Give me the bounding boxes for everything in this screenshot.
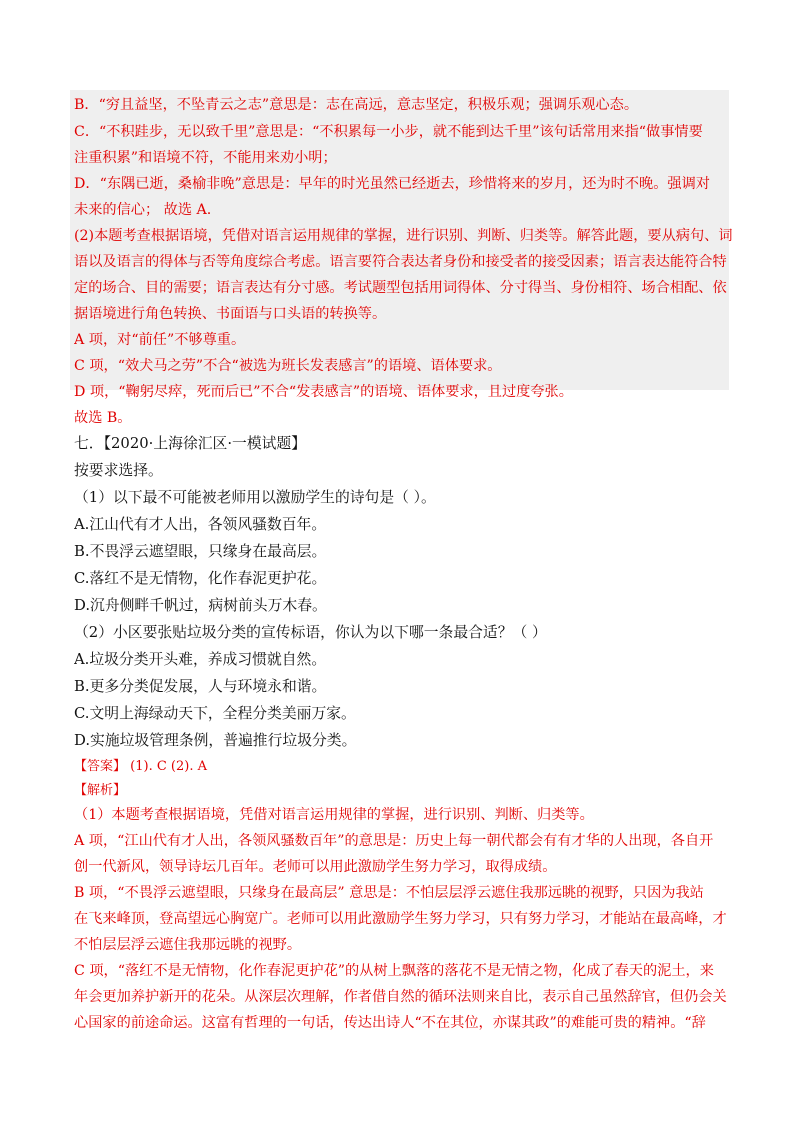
sub1-option-c: C.落红不是无情物，化作春泥更护花。 — [74, 570, 327, 587]
prev-option-c-line1: C．“不积跬步，无以致千里”意思是：“不积累每一小步，就不能到达千里”该句话常用来指“做事情要 — [74, 124, 703, 140]
sub2-option-c: C.文明上海绿动天下，全程分类美丽万家。 — [74, 705, 356, 722]
analysis-line8: 年会更加养护新开的花朵。从深层次理解，作者借自然的循环法则来自比，表示自己虽然辞官，但仍会关 — [74, 989, 727, 1005]
prev-option-b: B．“穷且益坚，不坠青云之志”意思是：志在高远，意志坚定，积极乐观；强调乐观心态。 — [74, 97, 639, 113]
answer-text: (1). C (2). A — [126, 759, 207, 774]
question-7-instruction: 按要求选择。 — [74, 462, 163, 479]
analysis-label: 【解析】 — [74, 783, 127, 798]
question-7-sub2: （2）小区要张贴垃圾分类的宣传标语，你认为以下哪一条最合适？（ ） — [74, 624, 547, 641]
analysis-line6: 不怕层层浮云遮住我那远眺的视野。 — [74, 937, 302, 953]
sub2-option-b: B.更多分类促发展，人与环境永和谐。 — [74, 678, 327, 695]
analysis-line3: 创一代新风，领导诗坛几百年。老师可以用此激励学生努力学习，取得成绩。 — [74, 859, 557, 875]
sub2-option-d: D.实施垃圾管理条例，普遍推行垃圾分类。 — [74, 732, 357, 749]
analysis-line4: B 项，“不畏浮云遮望眼，只缘身在最高层” 意思是：不怕层层浮云遮住我那远眺的视野，只因为我站 — [74, 885, 704, 901]
sub2-option-a: A.垃圾分类开头难，养成习惯就自然。 — [74, 651, 327, 668]
analysis-line9: 心国家的前途命运。这富有哲理的一句话，传达出诗人“不在其位，亦谋其政”的难能可贵的精神。“辞 — [74, 1015, 706, 1031]
sub1-option-d: D.沉舟侧畔千帆过，病树前头万木春。 — [74, 597, 327, 614]
part2-item-c: C 项，“效犬马之劳”不合“被选为班长发表感言”的语境、语体要求。 — [74, 358, 502, 374]
sub1-option-b: B.不畏浮云遮望眼，只缘身在最高层。 — [74, 543, 327, 560]
prev-option-c-line2: 注重积累”和语境不符，不能用来劝小明； — [74, 150, 337, 166]
prev-option-d-line1: D．“东隅已逝，桑榆非晚”意思是：早年的时光虽然已经逝去，珍惜将来的岁月，还为时不晚。强调对 — [74, 176, 710, 192]
answer-label: 【答案】 — [74, 759, 127, 774]
sub1-option-a: A.江山代有才人出，各领风骚数百年。 — [74, 516, 327, 533]
part2-analysis-line2: 语以及语言的得体与否等角度综合考虑。语言要符合表达者身份和接受者的接受因素；语言表达能符合特 — [74, 254, 727, 270]
part2-analysis-line1: (2)本题考查根据语境，凭借对语言运用规律的掌握，进行识别、判断、归类等。解答此题，要从病句、词 — [74, 228, 733, 244]
part2-analysis-line4: 据语境进行角色转换、书面语与口头语的转换等。 — [74, 306, 387, 322]
question-7-header: 七．【2020·上海徐汇区·一模试题】 — [74, 435, 307, 452]
answer-line — [74, 755, 734, 779]
question-7-sub1: （1）以下最不可能被老师用以激励学生的诗句是（ ）。 — [74, 489, 436, 506]
part2-analysis-line3: 定的场合、目的需要；语言表达有分寸感。考试题型包括用词得体、分寸得当、身份相符、场合相配、依 — [74, 280, 727, 296]
analysis-line5: 在飞来峰顶，登高望远心胸宽广。老师可以用此激励学生努力学习，只有努力学习，才能站在最高峰，才 — [74, 911, 727, 927]
part2-item-a: A 项，对“前任”不够尊重。 — [74, 332, 246, 348]
part2-item-d: D 项，“鞠躬尽瘁，死而后已”不合“发表感言”的语境、语体要求，且过度夸张。 — [74, 384, 573, 400]
analysis-line2: A 项，“江山代有才人出，各领风骚数百年”的意思是：历史上每一朝代都会有有才华的人出现，各自开 — [74, 833, 714, 849]
prev-option-d-line2: 未来的信心； 故选 A. — [74, 202, 212, 218]
analysis-line7: C 项，“落红不是无情物，化作春泥更护花”的从树上飘落的落花不是无情之物，化成了春天的泥土，来 — [74, 963, 714, 979]
analysis-line1: （1）本题考查根据语境，凭借对语言运用规律的掌握，进行识别、判断、归类等。 — [74, 807, 594, 823]
part2-choose: 故选 B。 — [74, 410, 132, 426]
